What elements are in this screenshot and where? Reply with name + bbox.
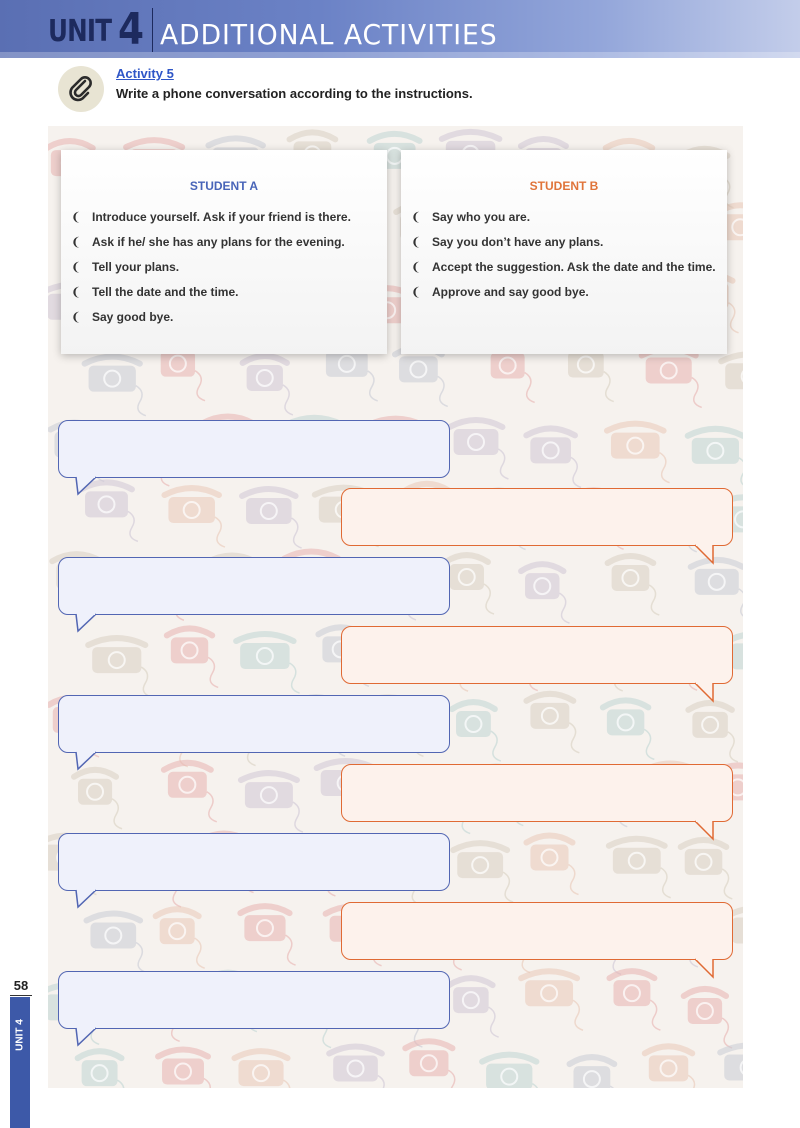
- student-b-speech-bubble-2[interactable]: [341, 626, 733, 684]
- unit-word: UNIT: [48, 14, 112, 49]
- list-item: ❨ Say who you are.: [411, 210, 531, 224]
- list-item: ❨ Accept the suggestion. Ask the date and the time.: [411, 260, 716, 274]
- student-a-card: [61, 150, 387, 354]
- unit-number: 4: [118, 4, 145, 55]
- activity-link[interactable]: Activity 5: [116, 66, 174, 81]
- page-title: ADDITIONAL ACTIVITIES: [160, 18, 498, 51]
- list-item: ❨ Tell your plans.: [71, 260, 180, 274]
- student-a-speech-bubble-2[interactable]: [58, 557, 450, 615]
- bullet-icon: ❨: [411, 210, 422, 224]
- student-b-title: STUDENT B: [529, 179, 599, 193]
- student-a-speech-bubble-3[interactable]: [58, 695, 450, 753]
- page-number: 58: [13, 978, 29, 993]
- student-b-speech-bubble-3[interactable]: [341, 764, 733, 822]
- student-b-speech-bubble-1[interactable]: [341, 488, 733, 546]
- unit-side-tab: [10, 997, 30, 1128]
- list-item: ❨ Say you don’t have any plans.: [411, 235, 604, 249]
- student-b-list: [411, 210, 716, 310]
- student-b-card: [401, 150, 727, 354]
- bullet-icon: ❨: [71, 285, 82, 299]
- header-divider: [152, 8, 153, 52]
- unit-header: [0, 0, 800, 58]
- bullet-icon: ❨: [71, 310, 82, 324]
- bullet-icon: ❨: [411, 260, 422, 274]
- bullet-icon: ❨: [411, 235, 422, 249]
- student-a-speech-bubble-5[interactable]: [58, 971, 450, 1029]
- bullet-icon: ❨: [411, 285, 422, 299]
- student-a-list: [71, 210, 351, 335]
- student-a-speech-bubble-4[interactable]: [58, 833, 450, 891]
- student-b-speech-bubble-4[interactable]: [341, 902, 733, 960]
- bullet-icon: ❨: [71, 210, 82, 224]
- student-a-title: STUDENT A: [189, 179, 259, 193]
- list-item: ❨ Say good bye.: [71, 310, 174, 324]
- unit-side-label: UNIT 4: [14, 1019, 26, 1051]
- bullet-icon: ❨: [71, 235, 82, 249]
- list-item: ❨ Tell the date and the time.: [71, 285, 239, 299]
- paperclip-icon: [58, 66, 104, 112]
- list-item: ❨ Ask if he/ she has any plans for the evening.: [71, 235, 345, 249]
- page-number-rule: [10, 995, 32, 996]
- list-item: ❨ Approve and say good bye.: [411, 285, 589, 299]
- bullet-icon: ❨: [71, 260, 82, 274]
- list-item: ❨ Introduce yourself. Ask if your friend is there.: [71, 210, 351, 224]
- student-a-speech-bubble-1[interactable]: [58, 420, 450, 478]
- activity-instruction: Write a phone conversation according to the instructions.: [116, 86, 473, 101]
